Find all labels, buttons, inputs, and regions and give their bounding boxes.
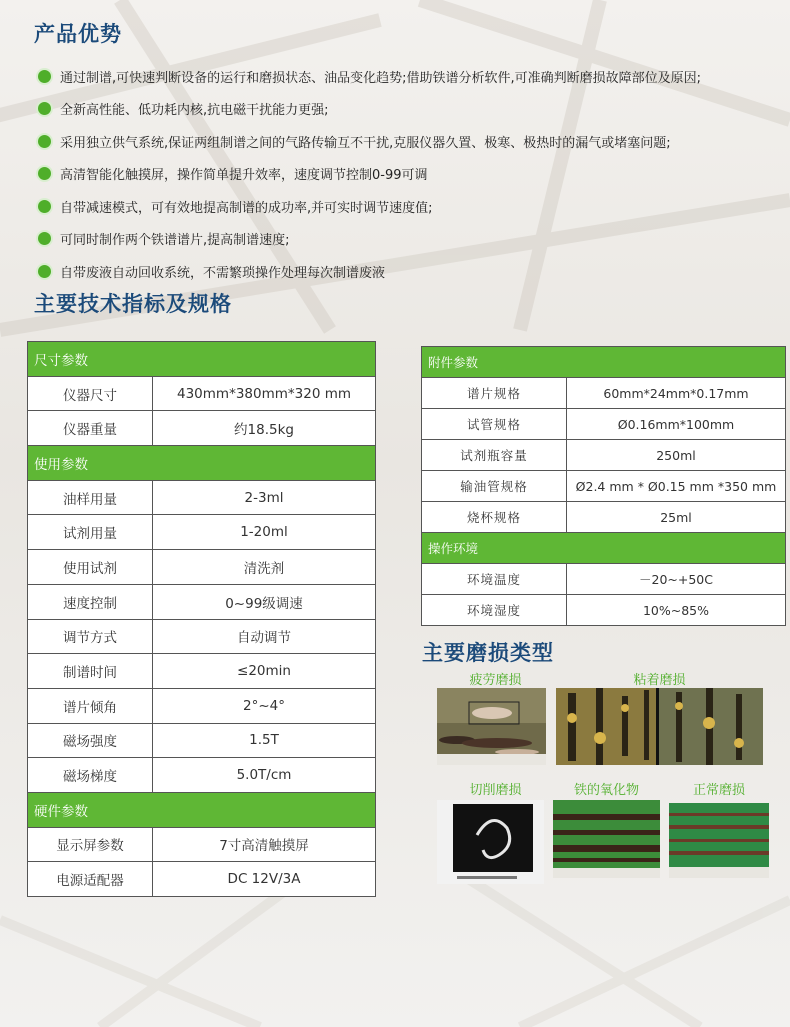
list-item: 自带减速模式，可有效地提高制谱的成功率,并可实时调节速度值; [36,190,786,223]
wear-caption-oxide: 铁的氧化物 [573,783,639,798]
table-group-header: 附件参数 [422,347,786,378]
advantages-title: 产品优势 [34,22,122,46]
table-group-header: 尺寸参数 [28,342,376,377]
wear-caption-cutting: 切削磨损 [469,783,522,798]
list-item: 采用独立供气系统,保证两组制谱之间的气路传输互不干扰,克服仪器久置、极寒、极热时的漏气或堵塞问题; [36,125,786,158]
bullet-dot-icon [36,263,53,280]
list-item: 通过制谱,可快速判断设备的运行和磨损状态、油品变化趋势;借助铁谱分析软件,可准确判断磨损故障部位及原因; [36,60,786,93]
table-row: 磁场强度 1.5T [28,723,376,758]
table-row: 显示屏参数 7寸高清触摸屏 [28,827,376,862]
table-row: 输油管规格 Ø2.4 mm * Ø0.15 mm *350 mm [422,471,786,502]
bullet-dot-icon [36,165,53,182]
table-row: 电源适配器 DC 12V/3A [28,862,376,897]
bullet-dot-icon [36,68,53,85]
adhesive-wear-image [556,688,763,765]
table-row: 环境湿度 10%~85% [422,595,786,626]
table-row: 磁场梯度 5.0T/cm [28,758,376,793]
wear-caption-normal: 正常磨损 [692,783,745,798]
bullet-dot-icon [36,198,53,215]
bullet-dot-icon [36,230,53,247]
bullet-dot-icon [36,100,53,117]
iron-oxide-image [553,800,660,878]
wear-types-title: 主要磨损类型 [422,641,554,665]
table-row: 试剂瓶容量 250ml [422,440,786,471]
cutting-wear-image [437,800,544,884]
table-row: 速度控制 0~99级调速 [28,584,376,619]
list-item: 高清智能化触摸屏，操作简单提升效率，速度调节控制0-99可调 [36,158,786,191]
list-item: 可同时制作两个铁谱谱片,提高制谱速度; [36,223,786,256]
fatigue-wear-image [437,688,546,765]
table-row: 仪器重量 约18.5kg [28,411,376,446]
table-row: 制谱时间 ≤20min [28,654,376,689]
table-row: 油样用量 2-3ml [28,480,376,515]
table-row: 环境温度 －20~+50C [422,564,786,595]
wear-caption-fatigue: 疲劳磨损 [469,673,522,688]
advantages-list [36,60,786,288]
table-group-header: 操作环境 [422,533,786,564]
table-row: 谱片倾角 2°~4° [28,688,376,723]
table-row: 使用试剂 清洗剂 [28,550,376,585]
table-group-header: 硬件参数 [28,792,376,827]
bullet-dot-icon [36,133,53,150]
normal-wear-image [669,803,769,878]
spec-table-left [27,341,376,897]
table-row: 试剂用量 1-20ml [28,515,376,550]
table-row: 仪器尺寸 430mm*380mm*320 mm [28,376,376,411]
wear-caption-adhesive: 粘着磨损 [633,673,686,688]
table-row: 烧杯规格 25ml [422,502,786,533]
table-row: 调节方式 自动调节 [28,619,376,654]
list-item: 自带废液自动回收系统，不需繁琐操作处理每次制谱废液 [36,255,786,288]
specs-title: 主要技术指标及规格 [34,292,232,316]
table-group-header: 使用参数 [28,446,376,481]
table-row: 谱片规格 60mm*24mm*0.17mm [422,378,786,409]
table-row: 试管规格 Ø0.16mm*100mm [422,409,786,440]
list-item: 全新高性能、低功耗内核,抗电磁干扰能力更强; [36,93,786,126]
spec-table-right [421,346,786,626]
